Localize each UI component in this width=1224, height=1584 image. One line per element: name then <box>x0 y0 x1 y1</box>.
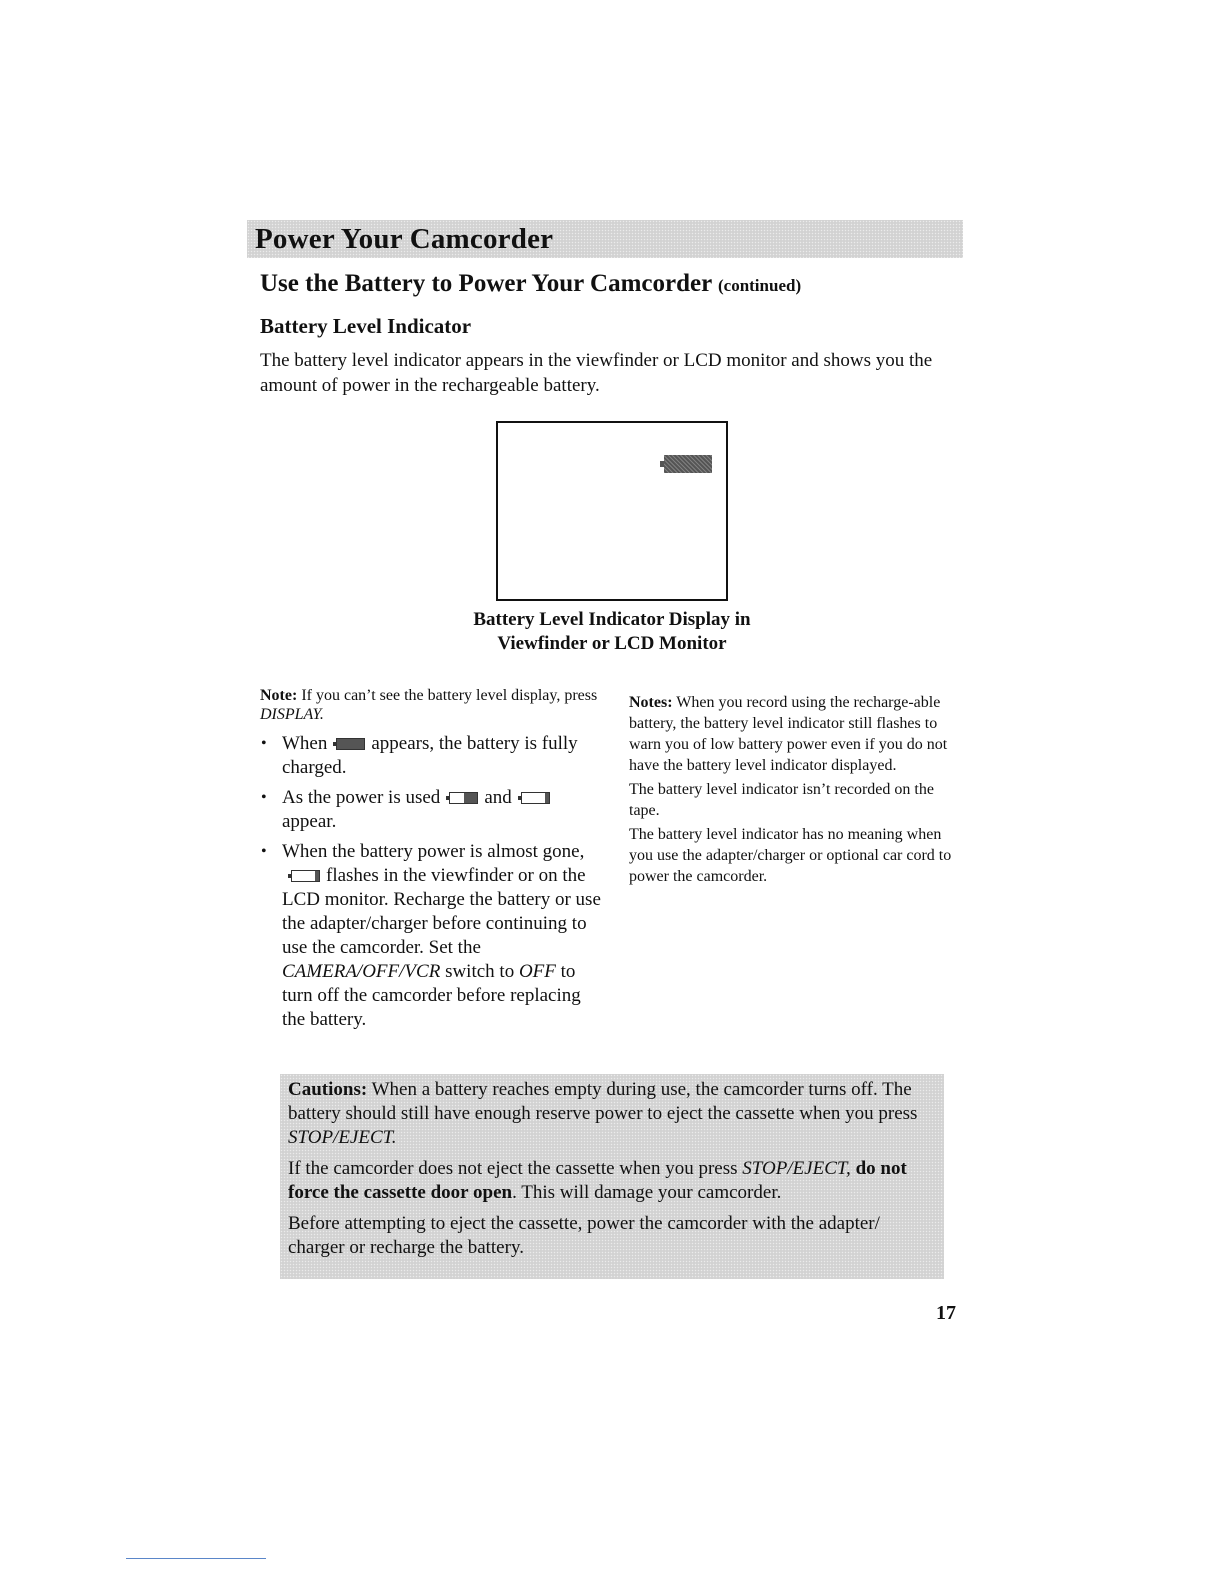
off-position: OFF <box>518 961 556 982</box>
battery-full-icon <box>660 455 712 473</box>
figure-caption <box>412 608 812 656</box>
switch-name: CAMERA/OFF/VCR <box>282 961 441 982</box>
list-item: • When the battery power is almost gone, flashes in the viewfinder or on the LCD monitor. Recharge the battery or use the adapter/charger before continuing to use the camcorder. Set the CAMERA/OFF/VCR switch to OFF to turn off the camcorder before replacing the battery. <box>260 840 605 1032</box>
battery-low-icon <box>518 792 550 804</box>
page-number: 17 <box>936 1302 956 1324</box>
stop-eject-button-name: STOP/EJECT. <box>288 1127 397 1148</box>
list-item: • When appears, the battery is fully charged. <box>260 732 605 780</box>
notes-paragraph-2: The battery level indicator isn’t recorded on the tape. <box>629 781 934 819</box>
heading-continued: (continued) <box>717 276 802 295</box>
notes-paragraph-3: The battery level indicator has no meaning when you use the adapter/charger or optional car cord to power the camcorder. <box>629 826 952 885</box>
list-item: • As the power is used and appear. <box>260 786 605 834</box>
notes-label: Notes: <box>629 694 673 711</box>
right-notes <box>629 692 964 890</box>
cautions-paragraph-2: If the camcorder does not eject the cassette when you press STOP/EJECT, do not force the cassette door open. This will damage your camcorder. <box>288 1158 907 1203</box>
caption-line-1: Battery Level Indicator Display in <box>473 609 751 630</box>
section-header-bar <box>247 220 963 258</box>
note-text: If you can’t see the battery level display, press <box>301 687 598 704</box>
cautions-warning: do not force the cassette door open <box>288 1158 907 1203</box>
display-note <box>260 686 605 724</box>
page-heading <box>260 270 801 298</box>
display-button-name: DISPLAY. <box>260 706 324 723</box>
battery-low-icon <box>288 870 320 882</box>
cautions-paragraph-3: Before attempting to eject the cassette, power the camcorder with the adapter/ charger or recharge the battery. <box>288 1213 880 1258</box>
viewfinder-display-figure <box>496 421 728 601</box>
intro-paragraph: The battery level indicator appears in the viewfinder or LCD monitor and shows you the amount of power in the rechargeable battery. <box>260 350 933 396</box>
battery-full-icon <box>333 738 365 750</box>
cautions-box <box>280 1074 944 1279</box>
heading-main: Use the Battery to Power Your Camcorder <box>260 270 712 297</box>
footer-rule <box>126 1558 266 1559</box>
left-column <box>260 686 605 1038</box>
notes-paragraph-1: Notes: When you record using the recharge-able battery, the battery level indicator still flashes to warn you of low battery power even if you do not have the battery level indicator displayed. <box>629 694 948 774</box>
battery-half-icon <box>446 792 478 804</box>
battery-level-list <box>260 732 605 1032</box>
section-title: Power Your Camcorder <box>255 223 554 255</box>
subheading: Battery Level Indicator <box>260 314 472 338</box>
note-label: Note: <box>260 687 298 704</box>
cautions-label: Cautions: <box>288 1079 368 1100</box>
cautions-paragraph-1: Cautions: When a battery reaches empty during use, the camcorder turns off. The battery should still have enough reserve power to eject the cassette when you press STOP/EJECT. <box>288 1079 918 1148</box>
caption-line-2: Viewfinder or LCD Monitor <box>497 633 727 654</box>
stop-eject-button-name: STOP/EJECT, <box>742 1158 851 1179</box>
